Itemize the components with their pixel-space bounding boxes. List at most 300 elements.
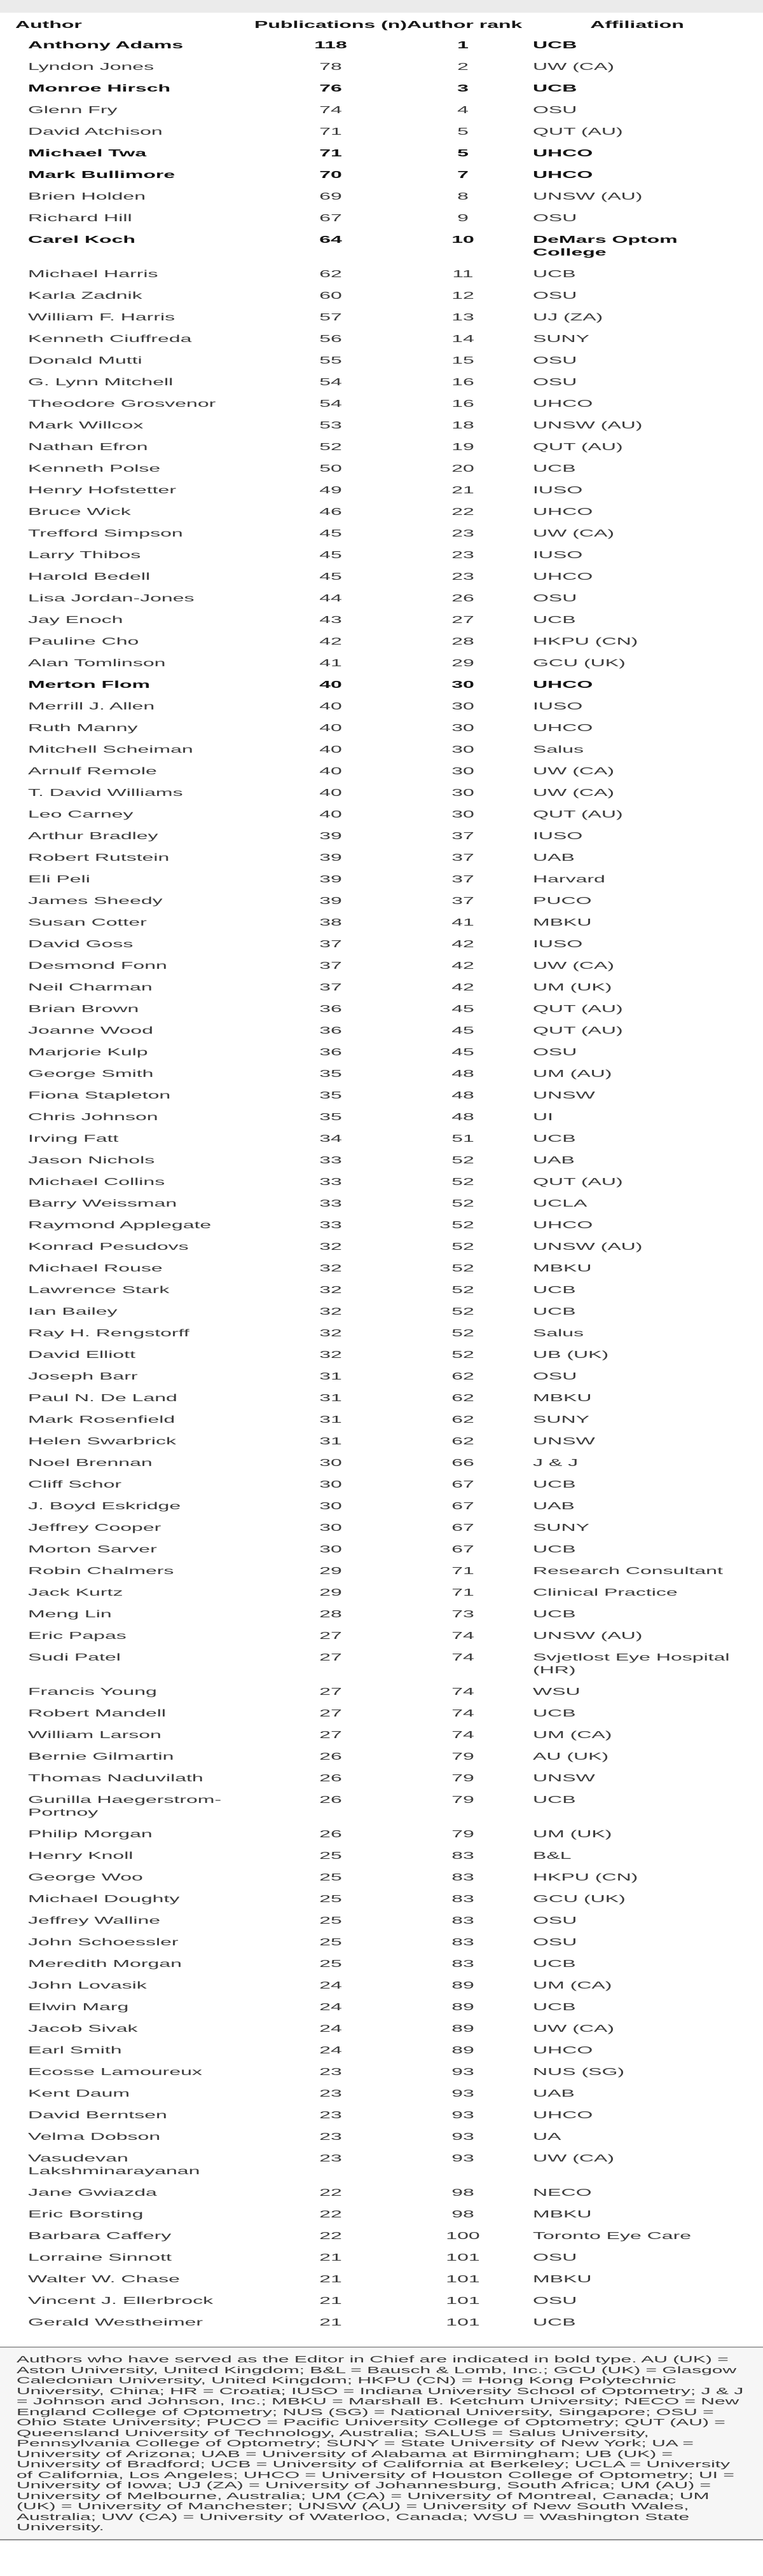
publications-cell: 25 bbox=[319, 1894, 342, 1905]
affiliation-cell: UM (AU) bbox=[533, 1069, 612, 1079]
author-cell: Brien Holden bbox=[28, 191, 146, 202]
affiliation-cell: UHCO bbox=[533, 2045, 593, 2056]
author-rank-cell: 19 bbox=[451, 442, 474, 453]
affiliation-cell: UCB bbox=[533, 1479, 576, 1490]
table-row bbox=[0, 458, 755, 480]
table-row bbox=[0, 480, 755, 502]
author-cell: Morton Sarver bbox=[28, 1544, 157, 1555]
author-rank-cell: 42 bbox=[451, 961, 474, 971]
author-cell: Monroe Hirsch bbox=[28, 83, 171, 94]
publications-cell: 27 bbox=[319, 1687, 342, 1697]
publications-cell: 54 bbox=[319, 399, 342, 409]
author-cell: Kenneth Polse bbox=[28, 463, 161, 474]
author-cell: G. Lynn Mitchell bbox=[28, 377, 174, 388]
author-rank-cell: 101 bbox=[446, 2252, 480, 2263]
publications-cell: 70 bbox=[319, 170, 342, 181]
affiliation-cell: UNSW bbox=[533, 1436, 595, 1447]
affiliation-cell: UCB bbox=[533, 1959, 576, 1970]
affiliation-cell: NUS (SG) bbox=[533, 2067, 624, 2078]
publications-cell: 27 bbox=[319, 1730, 342, 1741]
publications-cell: 26 bbox=[319, 1751, 342, 1762]
table-row bbox=[0, 165, 755, 186]
column-header-author-rank: Author rank bbox=[407, 20, 523, 31]
author-cell: John Lovasik bbox=[28, 1980, 147, 1991]
author-cell: Pauline Cho bbox=[28, 636, 139, 647]
affiliation-cell: UM (CA) bbox=[533, 1980, 612, 1991]
table-row bbox=[0, 718, 755, 739]
affiliation-cell: UHCO bbox=[533, 399, 593, 409]
author-cell: Robert Rutstein bbox=[28, 853, 170, 863]
author-rank-cell: 83 bbox=[451, 1937, 474, 1948]
table-row bbox=[0, 1932, 755, 1954]
author-rank-cell: 5 bbox=[457, 148, 469, 159]
author-cell: Kenneth Ciuffreda bbox=[28, 334, 192, 345]
table-row bbox=[0, 394, 755, 415]
author-cell: Jacob Sivak bbox=[28, 2024, 138, 2034]
affiliation-cell: UCB bbox=[533, 269, 576, 280]
author-cell: Robert Mandell bbox=[28, 1708, 166, 1719]
author-rank-cell: 48 bbox=[451, 1112, 474, 1123]
author-cell: David Berntsen bbox=[28, 2110, 167, 2121]
author-rank-cell: 73 bbox=[451, 1609, 474, 1620]
author-cell: Robin Chalmers bbox=[28, 1566, 174, 1577]
affiliation-cell: MBKU bbox=[533, 1393, 592, 1404]
affiliation-cell: UHCO bbox=[533, 148, 593, 159]
publications-cell: 33 bbox=[319, 1155, 342, 1166]
publications-cell: 30 bbox=[319, 1501, 342, 1512]
table-row bbox=[0, 2291, 755, 2312]
publications-cell: 45 bbox=[319, 528, 342, 539]
publications-cell: 25 bbox=[319, 1959, 342, 1970]
table-row bbox=[0, 977, 755, 999]
author-rank-cell: 12 bbox=[451, 291, 474, 301]
affiliation-cell: HKPU (CN) bbox=[533, 1872, 638, 1883]
publications-cell: 40 bbox=[319, 766, 342, 777]
top-gray-band bbox=[0, 0, 763, 13]
publications-cell: 31 bbox=[319, 1415, 342, 1425]
table-row bbox=[0, 631, 755, 653]
author-rank-cell: 74 bbox=[451, 1652, 474, 1663]
table-row bbox=[0, 696, 755, 718]
author-rank-cell: 27 bbox=[451, 615, 474, 626]
author-rank-cell: 5 bbox=[457, 127, 469, 137]
author-rank-cell: 67 bbox=[451, 1544, 474, 1555]
table-row bbox=[0, 1518, 755, 1539]
author-cell: Barry Weissman bbox=[28, 1198, 177, 1209]
affiliation-cell: OSU bbox=[533, 1937, 577, 1948]
affiliation-cell: UAB bbox=[533, 1501, 575, 1512]
author-rank-cell: 71 bbox=[451, 1566, 474, 1577]
table-row bbox=[0, 1474, 755, 1496]
author-rank-cell: 89 bbox=[451, 2024, 474, 2034]
table-row bbox=[0, 739, 755, 761]
affiliation-cell: UCB bbox=[533, 1708, 576, 1719]
affiliation-cell: OSU bbox=[533, 105, 577, 116]
author-cell: Jane Gwiazda bbox=[28, 2188, 157, 2198]
author-cell: Nathan Efron bbox=[28, 442, 148, 453]
publications-cell: 32 bbox=[319, 1306, 342, 1317]
author-rank-cell: 30 bbox=[451, 809, 474, 820]
author-rank-cell: 30 bbox=[451, 788, 474, 798]
table-row bbox=[0, 186, 755, 208]
publications-cell: 67 bbox=[319, 213, 342, 224]
table-row bbox=[0, 1150, 755, 1172]
affiliation-cell: UHCO bbox=[533, 723, 593, 734]
table-row bbox=[0, 1768, 755, 1790]
author-cell: Fiona Stapleton bbox=[28, 1090, 171, 1101]
affiliation-cell: OSU bbox=[533, 2252, 577, 2263]
author-rank-cell: 71 bbox=[451, 1587, 474, 1598]
affiliation-cell: OSU bbox=[533, 1371, 577, 1382]
table-row bbox=[0, 1846, 755, 1867]
affiliation-cell: MBKU bbox=[533, 2274, 592, 2285]
author-cell: Paul N. De Land bbox=[28, 1393, 177, 1404]
author-rank-cell: 66 bbox=[451, 1458, 474, 1469]
publications-cell: 35 bbox=[319, 1112, 342, 1123]
table-row bbox=[0, 1345, 755, 1366]
author-rank-cell: 93 bbox=[451, 2153, 474, 2164]
affiliation-cell: Salus bbox=[533, 1328, 584, 1339]
author-rank-cell: 89 bbox=[451, 2045, 474, 2056]
affiliation-cell: UM (CA) bbox=[533, 1730, 612, 1741]
table-row bbox=[0, 1258, 755, 1280]
table-row bbox=[0, 1323, 755, 1345]
author-cell: Carel Koch bbox=[28, 235, 135, 245]
publications-cell: 26 bbox=[319, 1773, 342, 1784]
author-cell: Philip Morgan bbox=[28, 1829, 153, 1840]
author-rank-cell: 83 bbox=[451, 1872, 474, 1883]
table-row bbox=[0, 329, 755, 350]
publications-cell: 21 bbox=[319, 2252, 342, 2263]
publications-cell: 56 bbox=[319, 334, 342, 345]
author-rank-cell: 101 bbox=[446, 2274, 480, 2285]
author-rank-cell: 16 bbox=[451, 377, 474, 388]
publications-cell: 23 bbox=[319, 2067, 342, 2078]
table-row bbox=[0, 588, 755, 610]
author-rank-cell: 13 bbox=[451, 312, 474, 323]
author-rank-cell: 79 bbox=[451, 1751, 474, 1762]
affiliation-cell: Svjetlost Eye Hospital (HR) bbox=[533, 1652, 730, 1676]
publications-cell: 27 bbox=[319, 1652, 342, 1663]
affiliation-cell: UCB bbox=[533, 615, 576, 626]
author-rank-cell: 48 bbox=[451, 1090, 474, 1101]
author-cell: Ian Bailey bbox=[28, 1306, 118, 1317]
author-rank-cell: 37 bbox=[451, 896, 474, 907]
affiliation-cell: J & J bbox=[533, 1458, 579, 1469]
affiliation-cell: MBKU bbox=[533, 917, 592, 928]
author-cell: Eli Peli bbox=[28, 874, 90, 885]
column-header-affiliation: Affiliation bbox=[590, 20, 684, 31]
affiliation-cell: IUSO bbox=[533, 701, 583, 712]
affiliation-cell: QUT (AU) bbox=[533, 127, 623, 137]
author-rank-cell: 89 bbox=[451, 1980, 474, 1991]
affiliation-cell: MBKU bbox=[533, 1263, 592, 1274]
author-cell: Michael Twa bbox=[28, 148, 147, 159]
publications-cell: 23 bbox=[319, 2088, 342, 2099]
author-rank-cell: 22 bbox=[451, 507, 474, 517]
affiliation-cell: UM (UK) bbox=[533, 982, 612, 993]
author-rank-cell: 45 bbox=[451, 1004, 474, 1015]
author-rank-cell: 52 bbox=[451, 1263, 474, 1274]
affiliation-cell: Toronto Eye Care bbox=[533, 2231, 692, 2242]
publications-cell: 29 bbox=[319, 1566, 342, 1577]
author-rank-cell: 7 bbox=[457, 170, 469, 181]
table-row bbox=[0, 1042, 755, 1064]
publications-cell: 37 bbox=[319, 982, 342, 993]
author-cell: Jason Nichols bbox=[28, 1155, 155, 1166]
affiliation-cell: OSU bbox=[533, 2296, 577, 2306]
table-row bbox=[0, 912, 755, 934]
author-cell: Ruth Manny bbox=[28, 723, 138, 734]
affiliation-cell: UCB bbox=[533, 463, 576, 474]
table-row bbox=[0, 437, 755, 458]
publications-cell: 32 bbox=[319, 1328, 342, 1339]
affiliation-cell: UW (CA) bbox=[533, 2153, 614, 2164]
author-cell: Donald Mutti bbox=[28, 355, 142, 366]
author-cell: Helen Swarbrick bbox=[28, 1436, 176, 1447]
author-cell: Michael Doughty bbox=[28, 1894, 180, 1905]
table-row bbox=[0, 1604, 755, 1626]
table-row bbox=[0, 1496, 755, 1518]
table-row bbox=[0, 2247, 755, 2269]
table-row bbox=[0, 415, 755, 437]
table-row bbox=[0, 804, 755, 826]
affiliation-cell: UCB bbox=[533, 1609, 576, 1620]
table-row bbox=[0, 1107, 755, 1128]
author-rank-cell: 30 bbox=[451, 701, 474, 712]
table-row bbox=[0, 35, 755, 57]
affiliation-cell: QUT (AU) bbox=[533, 809, 623, 820]
table-row bbox=[0, 1388, 755, 1409]
table-header-row bbox=[0, 13, 755, 35]
author-cell: John Schoessler bbox=[28, 1937, 179, 1948]
author-cell: Merton Flom bbox=[28, 680, 150, 690]
table-row bbox=[0, 1539, 755, 1561]
affiliation-cell: Salus bbox=[533, 744, 584, 755]
author-cell: Sudi Patel bbox=[28, 1652, 121, 1663]
table-row bbox=[0, 2182, 755, 2204]
affiliation-cell: UCB bbox=[533, 83, 577, 94]
author-cell: Merrill J. Allen bbox=[28, 701, 155, 712]
table-row bbox=[0, 2148, 755, 2182]
author-rank-cell: 9 bbox=[457, 213, 469, 224]
affiliation-cell: IUSO bbox=[533, 550, 583, 561]
author-cell: Eric Papas bbox=[28, 1631, 127, 1641]
author-rank-cell: 45 bbox=[451, 1025, 474, 1036]
table-row bbox=[0, 1790, 755, 1824]
author-cell: Vasudevan Lakshminarayanan bbox=[28, 2153, 200, 2177]
author-cell: Konrad Pesudovs bbox=[28, 1242, 189, 1252]
publications-cell: 28 bbox=[319, 1609, 342, 1620]
author-cell: Glenn Fry bbox=[28, 105, 118, 116]
author-cell: Bruce Wick bbox=[28, 507, 131, 517]
author-rank-cell: 74 bbox=[451, 1708, 474, 1719]
publications-cell: 32 bbox=[319, 1285, 342, 1296]
table-row bbox=[0, 1682, 755, 1703]
publications-cell: 25 bbox=[319, 1851, 342, 1861]
author-cell: Brian Brown bbox=[28, 1004, 139, 1015]
author-cell: Ray H. Rengstorff bbox=[28, 1328, 189, 1339]
publications-cell: 23 bbox=[319, 2132, 342, 2142]
table-row bbox=[0, 869, 755, 891]
affiliation-cell: GCU (UK) bbox=[533, 1894, 626, 1905]
publications-cell: 71 bbox=[319, 148, 342, 159]
publications-cell: 39 bbox=[319, 874, 342, 885]
table-row bbox=[0, 121, 755, 143]
author-rank-cell: 10 bbox=[451, 235, 474, 245]
table-row bbox=[0, 372, 755, 394]
publications-cell: 36 bbox=[319, 1047, 342, 1058]
author-rank-cell: 30 bbox=[451, 744, 474, 755]
author-cell: Richard Hill bbox=[28, 213, 132, 224]
author-cell: Francis Young bbox=[28, 1687, 157, 1697]
table-row bbox=[0, 1867, 755, 1889]
author-cell: William F. Harris bbox=[28, 312, 175, 323]
affiliation-cell: OSU bbox=[533, 213, 577, 224]
table-row bbox=[0, 2018, 755, 2040]
table-row bbox=[0, 78, 755, 100]
author-rank-cell: 79 bbox=[451, 1795, 474, 1805]
affiliation-cell: PUCO bbox=[533, 896, 592, 907]
author-rank-cell: 42 bbox=[451, 982, 474, 993]
author-rank-cell: 26 bbox=[451, 593, 474, 604]
publications-cell: 30 bbox=[319, 1523, 342, 1533]
publications-cell: 42 bbox=[319, 636, 342, 647]
author-rank-cell: 20 bbox=[451, 463, 474, 474]
author-rank-cell: 83 bbox=[451, 1915, 474, 1926]
author-rank-cell: 52 bbox=[451, 1306, 474, 1317]
publications-cell: 41 bbox=[319, 658, 342, 669]
publications-cell: 64 bbox=[319, 235, 342, 245]
author-ranking-table bbox=[0, 13, 755, 2334]
table-row bbox=[0, 1975, 755, 1997]
table-row bbox=[0, 1409, 755, 1431]
affiliation-cell: GCU (UK) bbox=[533, 658, 626, 669]
table-row bbox=[0, 57, 755, 78]
affiliation-cell: UCB bbox=[533, 40, 577, 51]
author-rank-cell: 89 bbox=[451, 2002, 474, 2013]
author-cell: Barbara Caffery bbox=[28, 2231, 172, 2242]
table-row bbox=[0, 1453, 755, 1474]
publications-cell: 34 bbox=[319, 1134, 342, 1144]
publications-cell: 27 bbox=[319, 1631, 342, 1641]
author-cell: Cliff Schor bbox=[28, 1479, 122, 1490]
table-row bbox=[0, 350, 755, 372]
publications-cell: 33 bbox=[319, 1198, 342, 1209]
affiliation-cell: UNSW (AU) bbox=[533, 191, 643, 202]
table-row bbox=[0, 502, 755, 523]
publications-cell: 31 bbox=[319, 1393, 342, 1404]
publications-cell: 21 bbox=[319, 2274, 342, 2285]
table-row bbox=[0, 999, 755, 1020]
affiliation-cell: UCB bbox=[533, 1285, 576, 1296]
affiliation-cell: Clinical Practice bbox=[533, 1587, 678, 1598]
table-row bbox=[0, 2062, 755, 2083]
publications-cell: 25 bbox=[319, 1915, 342, 1926]
affiliation-cell: SUNY bbox=[533, 1415, 589, 1425]
table-row bbox=[0, 1910, 755, 1932]
author-cell: Michael Collins bbox=[28, 1177, 165, 1188]
affiliation-cell: UNSW bbox=[533, 1773, 595, 1784]
affiliation-cell: UAB bbox=[533, 1155, 575, 1166]
publications-cell: 71 bbox=[319, 127, 342, 137]
publications-cell: 49 bbox=[319, 485, 342, 496]
affiliation-cell: UNSW (AU) bbox=[533, 1242, 643, 1252]
author-rank-cell: 42 bbox=[451, 939, 474, 950]
publications-cell: 38 bbox=[319, 917, 342, 928]
author-cell: Trefford Simpson bbox=[28, 528, 183, 539]
table-row bbox=[0, 1193, 755, 1215]
author-rank-cell: 67 bbox=[451, 1523, 474, 1533]
table-row bbox=[0, 1824, 755, 1846]
author-cell: David Goss bbox=[28, 939, 134, 950]
table-row bbox=[0, 956, 755, 977]
author-rank-cell: 98 bbox=[451, 2209, 474, 2220]
publications-cell: 52 bbox=[319, 442, 342, 453]
publications-cell: 26 bbox=[319, 1795, 342, 1805]
publications-cell: 40 bbox=[319, 744, 342, 755]
publications-cell: 36 bbox=[319, 1025, 342, 1036]
table-row bbox=[0, 610, 755, 631]
affiliation-cell: UW (CA) bbox=[533, 788, 614, 798]
affiliation-cell: UHCO bbox=[533, 507, 593, 517]
author-cell: Velma Dobson bbox=[28, 2132, 161, 2142]
affiliation-cell: UW (CA) bbox=[533, 2024, 614, 2034]
publications-cell: 24 bbox=[319, 2045, 342, 2056]
publications-cell: 32 bbox=[319, 1263, 342, 1274]
author-cell: Walter W. Chase bbox=[28, 2274, 180, 2285]
affiliation-cell: IUSO bbox=[533, 831, 583, 842]
author-rank-cell: 83 bbox=[451, 1894, 474, 1905]
author-rank-cell: 30 bbox=[451, 766, 474, 777]
author-cell: Henry Knoll bbox=[28, 1851, 134, 1861]
table-row bbox=[0, 1746, 755, 1768]
table-row bbox=[0, 891, 755, 912]
table-row bbox=[0, 1366, 755, 1388]
author-rank-cell: 93 bbox=[451, 2088, 474, 2099]
author-rank-cell: 62 bbox=[451, 1415, 474, 1425]
publications-cell: 54 bbox=[319, 377, 342, 388]
author-cell: Mark Rosenfield bbox=[28, 1415, 175, 1425]
author-rank-cell: 30 bbox=[451, 723, 474, 734]
affiliation-cell: UHCO bbox=[533, 2110, 593, 2121]
author-rank-cell: 93 bbox=[451, 2067, 474, 2078]
author-rank-cell: 52 bbox=[451, 1220, 474, 1231]
publications-cell: 27 bbox=[319, 1708, 342, 1719]
affiliation-cell: IUSO bbox=[533, 485, 583, 496]
author-cell: Vincent J. Ellerbrock bbox=[28, 2296, 214, 2306]
affiliation-cell: OSU bbox=[533, 593, 577, 604]
publications-cell: 26 bbox=[319, 1829, 342, 1840]
publications-cell: 50 bbox=[319, 463, 342, 474]
author-rank-cell: 101 bbox=[446, 2317, 480, 2328]
affiliation-cell: UNSW bbox=[533, 1090, 595, 1101]
publications-cell: 23 bbox=[319, 2110, 342, 2121]
publications-cell: 76 bbox=[319, 83, 342, 94]
author-cell: Theodore Grosvenor bbox=[28, 399, 216, 409]
publications-cell: 24 bbox=[319, 1980, 342, 1991]
affiliation-cell: UNSW (AU) bbox=[533, 1631, 643, 1641]
affiliation-cell: UHCO bbox=[533, 680, 593, 690]
publications-cell: 45 bbox=[319, 572, 342, 582]
affiliation-cell: UW (CA) bbox=[533, 961, 614, 971]
author-cell: Lawrence Stark bbox=[28, 1285, 170, 1296]
table-row bbox=[0, 1997, 755, 2018]
author-cell: Thomas Naduvilath bbox=[28, 1773, 203, 1784]
affiliation-cell: IUSO bbox=[533, 939, 583, 950]
publications-cell: 29 bbox=[319, 1587, 342, 1598]
author-cell: Henry Hofstetter bbox=[28, 485, 176, 496]
